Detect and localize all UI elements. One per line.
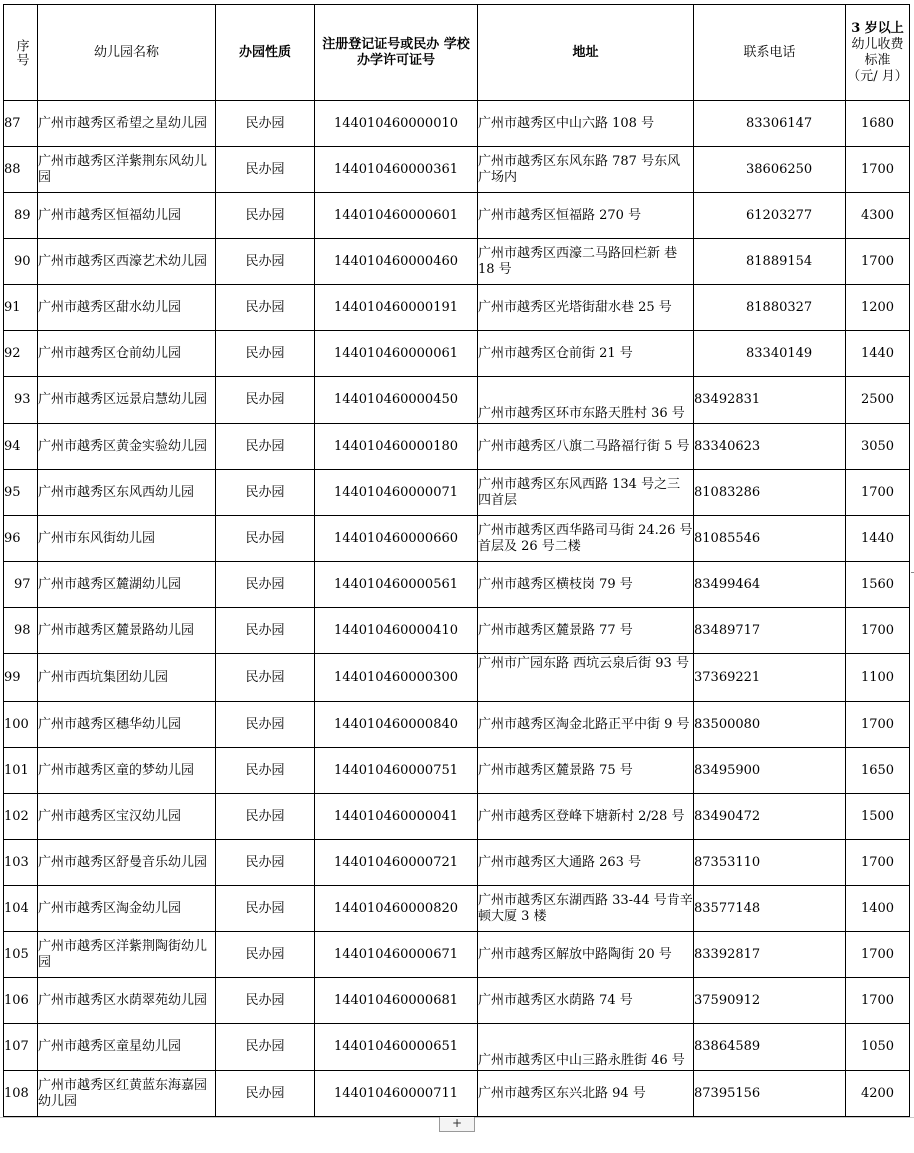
address-cell: 广州市越秀区东湖西路 33-44 号肯辛顿大厦 3 楼 xyxy=(478,886,694,932)
license-number-cell: 144010460000840 xyxy=(315,702,478,748)
address-cell: 广州市越秀区八旗二马路福行街 5 号 xyxy=(478,424,694,470)
phone-number-cell: 83864589 xyxy=(694,1024,846,1071)
license-number-cell: 144010460000180 xyxy=(315,424,478,470)
kindergarten-name-cell: 广州市越秀区麓湖幼儿园 xyxy=(38,562,216,608)
table-row xyxy=(4,886,910,932)
address-cell: 广州市越秀区解放中路陶街 20 号 xyxy=(478,932,694,978)
kindergarten-type-cell: 民办园 xyxy=(216,978,315,1024)
address-cell: 广州市越秀区登峰下塘新村 2/28 号 xyxy=(478,794,694,840)
address-cell: 广州市越秀区大通路 263 号 xyxy=(478,840,694,886)
kindergarten-type-cell: 民办园 xyxy=(216,886,315,932)
kindergarten-type-cell: 民办园 xyxy=(216,748,315,794)
phone-number-cell: 83306147 xyxy=(694,101,846,147)
address-cell: 广州市越秀区仓前街 21 号 xyxy=(478,331,694,377)
table-row xyxy=(4,285,910,331)
row-number-cell: 91 xyxy=(4,285,38,331)
monthly-fee-cell: 4200 xyxy=(846,1071,910,1117)
monthly-fee-cell: 1440 xyxy=(846,516,910,562)
kindergarten-name-cell: 广州市越秀区西濠艺术幼儿园 xyxy=(38,239,216,285)
table-row xyxy=(4,424,910,470)
kindergarten-name-cell: 广州市越秀区甜水幼儿园 xyxy=(38,285,216,331)
row-number-cell: 98 xyxy=(4,608,38,654)
table-row xyxy=(4,239,910,285)
license-number-cell: 144010460000561 xyxy=(315,562,478,608)
license-number-cell: 144010460000191 xyxy=(315,285,478,331)
row-number-cell: 93 xyxy=(4,377,38,424)
header-address: 地址 xyxy=(478,5,694,101)
phone-number-cell: 37369221 xyxy=(694,654,846,702)
phone-number-cell: 83495900 xyxy=(694,748,846,794)
address-cell: 广州市越秀区环市东路天胜村 36 号 xyxy=(478,377,694,424)
monthly-fee-cell: 1560 xyxy=(846,562,910,608)
monthly-fee-cell: 1650 xyxy=(846,748,910,794)
kindergarten-name-cell: 广州市越秀区东风西幼儿园 xyxy=(38,470,216,516)
row-number-cell: 107 xyxy=(4,1024,38,1071)
address-cell: 广州市越秀区西华路司马街 24.26 号首层及 26 号二楼 xyxy=(478,516,694,562)
kindergarten-name-cell: 广州市越秀区童星幼儿园 xyxy=(38,1024,216,1071)
monthly-fee-cell: 4300 xyxy=(846,193,910,239)
kindergarten-type-cell: 民办园 xyxy=(216,608,315,654)
monthly-fee-cell: 1700 xyxy=(846,932,910,978)
row-number-cell: 94 xyxy=(4,424,38,470)
kindergarten-type-cell: 民办园 xyxy=(216,193,315,239)
phone-number-cell: 87353110 xyxy=(694,840,846,886)
row-number-cell: 87 xyxy=(4,101,38,147)
kindergarten-type-cell: 民办园 xyxy=(216,285,315,331)
monthly-fee-cell: 1200 xyxy=(846,285,910,331)
monthly-fee-cell: 1700 xyxy=(846,147,910,193)
row-number-cell: 99 xyxy=(4,654,38,702)
phone-number-cell: 83492831 xyxy=(694,377,846,424)
address-cell: 广州市越秀区恒福路 270 号 xyxy=(478,193,694,239)
table-row xyxy=(4,1071,910,1117)
license-number-cell: 144010460000410 xyxy=(315,608,478,654)
table-row xyxy=(4,608,910,654)
table-row xyxy=(4,101,910,147)
table-body xyxy=(4,101,910,1117)
license-number-cell: 144010460000681 xyxy=(315,978,478,1024)
monthly-fee-cell: 1500 xyxy=(846,794,910,840)
license-number-cell: 144010460000041 xyxy=(315,794,478,840)
kindergarten-name-cell: 广州市越秀区远景启慧幼儿园 xyxy=(38,377,216,424)
phone-number-cell: 83500080 xyxy=(694,702,846,748)
address-cell: 广州市广园东路 西坑云泉后街 93 号 xyxy=(478,654,694,702)
license-number-cell: 144010460000450 xyxy=(315,377,478,424)
license-number-cell: 144010460000460 xyxy=(315,239,478,285)
license-number-cell: 144010460000721 xyxy=(315,840,478,886)
kindergarten-name-cell: 广州市东风街幼儿园 xyxy=(38,516,216,562)
license-number-cell: 144010460000300 xyxy=(315,654,478,702)
add-sheet-button[interactable]: + xyxy=(439,1117,475,1132)
kindergarten-name-cell: 广州市越秀区宝汉幼儿园 xyxy=(38,794,216,840)
kindergarten-name-cell: 广州市越秀区红黄蓝东海嘉园幼儿园 xyxy=(38,1071,216,1117)
address-cell: 广州市越秀区东兴北路 94 号 xyxy=(478,1071,694,1117)
kindergarten-type-cell: 民办园 xyxy=(216,794,315,840)
phone-number-cell: 37590912 xyxy=(694,978,846,1024)
address-cell: 广州市越秀区东风西路 134 号之三四首层 xyxy=(478,470,694,516)
table-row xyxy=(4,147,910,193)
phone-number-cell: 83577148 xyxy=(694,886,846,932)
license-number-cell: 144010460000361 xyxy=(315,147,478,193)
phone-number-cell: 83340149 xyxy=(694,331,846,377)
table-row xyxy=(4,978,910,1024)
row-number-cell: 104 xyxy=(4,886,38,932)
phone-number-cell: 81083286 xyxy=(694,470,846,516)
header-phone: 联系电话 xyxy=(694,5,846,101)
address-cell: 广州市越秀区东风东路 787 号东风广场内 xyxy=(478,147,694,193)
row-number-cell: 108 xyxy=(4,1071,38,1117)
license-number-cell: 144010460000651 xyxy=(315,1024,478,1071)
row-number-cell: 88 xyxy=(4,147,38,193)
address-cell: 广州市越秀区横枝岗 79 号 xyxy=(478,562,694,608)
monthly-fee-cell: 1700 xyxy=(846,840,910,886)
header-type: 办园性质 xyxy=(216,5,315,101)
monthly-fee-cell: 1100 xyxy=(846,654,910,702)
kindergarten-type-cell: 民办园 xyxy=(216,1024,315,1071)
monthly-fee-cell: 1400 xyxy=(846,886,910,932)
header-fee-line2: 幼儿收费 xyxy=(851,36,904,52)
monthly-fee-cell: 1700 xyxy=(846,978,910,1024)
kindergarten-name-cell: 广州市越秀区舒曼音乐幼儿园 xyxy=(38,840,216,886)
row-number-cell: 105 xyxy=(4,932,38,978)
license-number-cell: 144010460000601 xyxy=(315,193,478,239)
kindergarten-type-cell: 民办园 xyxy=(216,331,315,377)
table-row xyxy=(4,840,910,886)
header-seq: 序号 xyxy=(4,5,38,101)
row-number-cell: 92 xyxy=(4,331,38,377)
kindergarten-type-cell: 民办园 xyxy=(216,470,315,516)
row-number-cell: 90 xyxy=(4,239,38,285)
kindergarten-name-cell: 广州市越秀区麓景路幼儿园 xyxy=(38,608,216,654)
license-number-cell: 144010460000751 xyxy=(315,748,478,794)
address-cell: 广州市越秀区中山六路 108 号 xyxy=(478,101,694,147)
kindergarten-type-cell: 民办园 xyxy=(216,147,315,193)
license-number-cell: 144010460000711 xyxy=(315,1071,478,1117)
license-number-cell: 144010460000061 xyxy=(315,331,478,377)
phone-number-cell: 87395156 xyxy=(694,1071,846,1117)
table-row xyxy=(4,748,910,794)
monthly-fee-cell: 1050 xyxy=(846,1024,910,1071)
address-cell: 广州市越秀区中山三路永胜街 46 号 xyxy=(478,1024,694,1071)
kindergarten-type-cell: 民办园 xyxy=(216,654,315,702)
kindergarten-name-cell: 广州市越秀区水荫翠苑幼儿园 xyxy=(38,978,216,1024)
header-license: 注册登记证号或民办 学校办学许可证号 xyxy=(315,5,478,101)
row-number-cell: 102 xyxy=(4,794,38,840)
license-number-cell: 144010460000671 xyxy=(315,932,478,978)
license-number-cell: 144010460000660 xyxy=(315,516,478,562)
kindergarten-table xyxy=(3,4,910,1117)
phone-number-cell: 83392817 xyxy=(694,932,846,978)
kindergarten-name-cell: 广州市越秀区恒福幼儿园 xyxy=(38,193,216,239)
kindergarten-type-cell: 民办园 xyxy=(216,1071,315,1117)
monthly-fee-cell: 1700 xyxy=(846,470,910,516)
kindergarten-name-cell: 广州市越秀区洋紫荆东风幼儿园 xyxy=(38,147,216,193)
phone-number-cell: 81880327 xyxy=(694,285,846,331)
table-row xyxy=(4,932,910,978)
row-number-cell: 106 xyxy=(4,978,38,1024)
header-fee-line3: 标准 xyxy=(864,52,891,68)
kindergarten-name-cell: 广州市越秀区仓前幼儿园 xyxy=(38,331,216,377)
monthly-fee-cell: 2500 xyxy=(846,377,910,424)
kindergarten-name-cell: 广州市越秀区淘金幼儿园 xyxy=(38,886,216,932)
monthly-fee-cell: 1440 xyxy=(846,331,910,377)
kindergarten-type-cell: 民办园 xyxy=(216,932,315,978)
kindergarten-type-cell: 民办园 xyxy=(216,424,315,470)
kindergarten-name-cell: 广州市越秀区洋紫荆陶街幼儿园 xyxy=(38,932,216,978)
monthly-fee-cell: 1700 xyxy=(846,608,910,654)
row-number-cell: 97 xyxy=(4,562,38,608)
kindergarten-name-cell: 广州市越秀区希望之星幼儿园 xyxy=(38,101,216,147)
kindergarten-type-cell: 民办园 xyxy=(216,239,315,285)
phone-number-cell: 38606250 xyxy=(694,147,846,193)
phone-number-cell: 81889154 xyxy=(694,239,846,285)
table-row xyxy=(4,193,910,239)
table-row xyxy=(4,702,910,748)
kindergarten-type-cell: 民办园 xyxy=(216,702,315,748)
monthly-fee-cell: 1700 xyxy=(846,239,910,285)
address-cell: 广州市越秀区麓景路 77 号 xyxy=(478,608,694,654)
table-row xyxy=(4,331,910,377)
kindergarten-type-cell: 民办园 xyxy=(216,516,315,562)
phone-number-cell: 83340623 xyxy=(694,424,846,470)
address-cell: 广州市越秀区水荫路 74 号 xyxy=(478,978,694,1024)
table-row xyxy=(4,516,910,562)
row-number-cell: 96 xyxy=(4,516,38,562)
table-row xyxy=(4,1024,910,1071)
table-row xyxy=(4,654,910,702)
kindergarten-name-cell: 广州市越秀区穗华幼儿园 xyxy=(38,702,216,748)
table-row xyxy=(4,562,910,608)
header-fee xyxy=(846,5,910,101)
phone-number-cell: 83490472 xyxy=(694,794,846,840)
monthly-fee-cell: 3050 xyxy=(846,424,910,470)
header-row xyxy=(4,5,910,101)
row-number-cell: 100 xyxy=(4,702,38,748)
address-cell: 广州市越秀区光塔街甜水巷 25 号 xyxy=(478,285,694,331)
kindergarten-name-cell: 广州市越秀区黄金实验幼儿园 xyxy=(38,424,216,470)
address-cell: 广州市越秀区西濠二马路回栏新 巷 18 号 xyxy=(478,239,694,285)
phone-number-cell: 81085546 xyxy=(694,516,846,562)
phone-number-cell: 61203277 xyxy=(694,193,846,239)
kindergarten-type-cell: 民办园 xyxy=(216,840,315,886)
header-fee-line4: （元/ 月） xyxy=(847,68,908,84)
address-cell: 广州市越秀区淘金北路正平中街 9 号 xyxy=(478,702,694,748)
kindergarten-type-cell: 民办园 xyxy=(216,101,315,147)
row-number-cell: 101 xyxy=(4,748,38,794)
row-number-cell: 103 xyxy=(4,840,38,886)
row-number-cell: 95 xyxy=(4,470,38,516)
header-fee-line1: 3 岁以上 xyxy=(851,20,904,36)
kindergarten-type-cell: 民办园 xyxy=(216,562,315,608)
header-name: 幼儿园名称 xyxy=(38,5,216,101)
address-cell: 广州市越秀区麓景路 75 号 xyxy=(478,748,694,794)
kindergarten-name-cell: 广州市西坑集团幼儿园 xyxy=(38,654,216,702)
table-row xyxy=(4,470,910,516)
license-number-cell: 144010460000010 xyxy=(315,101,478,147)
license-number-cell: 144010460000071 xyxy=(315,470,478,516)
kindergarten-type-cell: 民办园 xyxy=(216,377,315,424)
table-row xyxy=(4,794,910,840)
license-number-cell: 144010460000820 xyxy=(315,886,478,932)
monthly-fee-cell: 1680 xyxy=(846,101,910,147)
monthly-fee-cell: 1700 xyxy=(846,702,910,748)
table-row xyxy=(4,377,910,424)
phone-number-cell: 83489717 xyxy=(694,608,846,654)
kindergarten-name-cell: 广州市越秀区童的梦幼儿园 xyxy=(38,748,216,794)
phone-number-cell: 83499464 xyxy=(694,562,846,608)
row-number-cell: 89 xyxy=(4,193,38,239)
